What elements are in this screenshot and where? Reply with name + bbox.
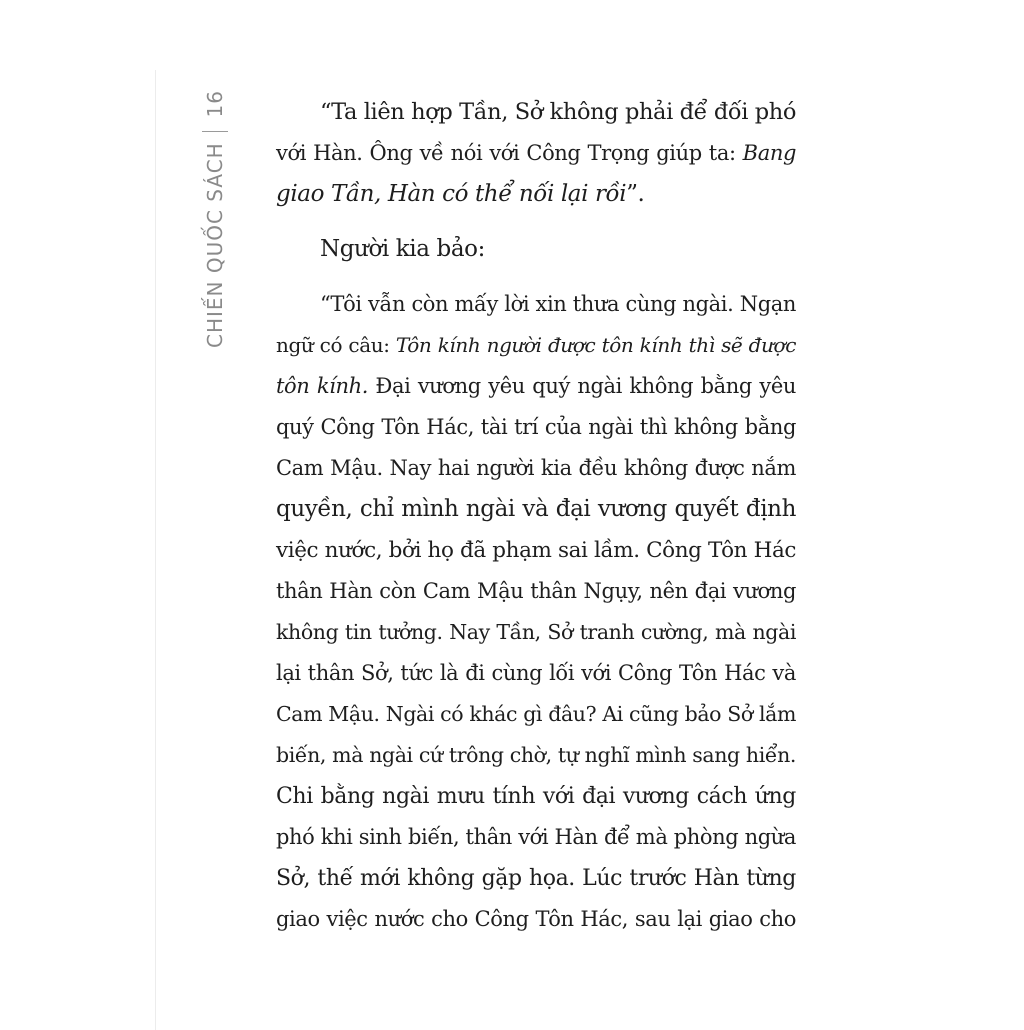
running-head-divider xyxy=(202,131,228,132)
text-line: Người kia bảo: xyxy=(320,236,485,262)
page-number: 16 xyxy=(203,90,227,118)
paragraph-1 xyxy=(276,92,796,215)
text-line: lại thân Sở, tức là đi cùng lối với Công Tôn Hác và xyxy=(276,661,796,685)
text-line: không tin tưởng. Nay Tần, Sở tranh cường, mà ngài xyxy=(276,620,796,644)
text-line: việc nước, bởi họ đã phạm sai lầm. Công Tôn Hác xyxy=(276,538,796,563)
book-title: CHIẾN QUỐC SÁCH xyxy=(203,142,227,348)
text-line: thân Hàn còn Cam Mậu thân Ngụy, nên đại vương xyxy=(276,579,796,603)
text-line: Cam Mậu. Ngài có khác gì đâu? Ai cũng bảo Sở lắm xyxy=(276,702,796,726)
text-line: phó khi sinh biến, thân với Hàn để mà phòng ngừa xyxy=(276,825,796,849)
body-text xyxy=(276,92,796,954)
text-line: Sở, thế mới không gặp họa. Lúc trước Hàn từng xyxy=(276,866,796,891)
text-line: ngữ có câu: Tôn kính người được tôn kính thì sẽ được xyxy=(276,333,796,357)
text-line: “Ta liên hợp Tần, Sở không phải để đối phó xyxy=(320,99,796,125)
paragraph-3 xyxy=(276,284,796,940)
text-line: Cam Mậu. Nay hai người kia đều không được nắm xyxy=(276,456,796,480)
text-line: giao việc nước cho Công Tôn Hác, sau lại giao cho xyxy=(276,907,796,931)
text-line: giao Tần, Hàn có thể nối lại rồi”. xyxy=(276,181,645,207)
text-line: quý Công Tôn Hác, tài trí của ngài thì không bằng xyxy=(276,415,796,439)
running-head xyxy=(196,86,234,348)
text-line: với Hàn. Ông về nói với Công Trọng giúp ta: Bang xyxy=(276,141,796,165)
text-line: tôn kính. Đại vương yêu quý ngài không bằng yêu xyxy=(276,374,796,398)
text-line: biến, mà ngài cứ trông chờ, tự nghĩ mình sang hiển. xyxy=(276,743,796,767)
gutter-shadow xyxy=(155,70,156,1030)
text-line: “Tôi vẫn còn mấy lời xin thưa cùng ngài. Ngạn xyxy=(320,292,796,316)
text-line: Chi bằng ngài mưu tính với đại vương cách ứng xyxy=(276,784,796,809)
paragraph-2 xyxy=(276,229,796,270)
text-line: quyền, chỉ mình ngài và đại vương quyết định xyxy=(276,496,796,522)
